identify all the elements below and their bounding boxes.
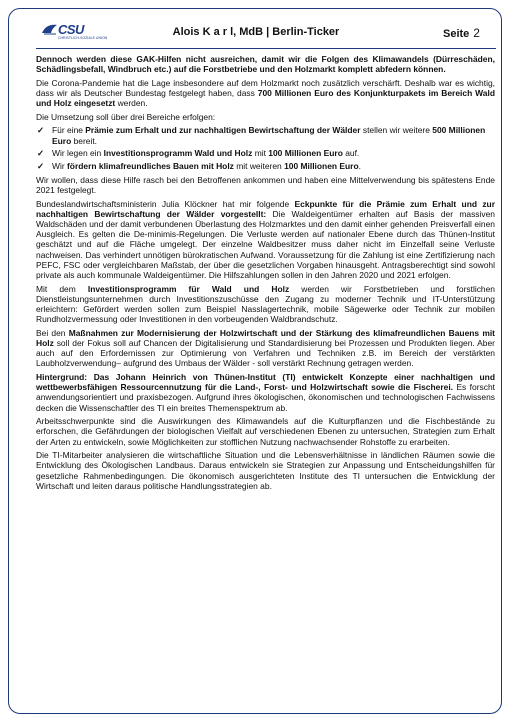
bold-text: 100 Millionen Euro (284, 161, 359, 172)
checkmark-icon: ✓ (37, 161, 45, 172)
bold-text: fördern klimafreundliches Bauen mit Holz (67, 161, 234, 172)
page-label: Seite (443, 28, 470, 40)
list-text: Wir legen ein (52, 148, 104, 159)
page-number: 2 (473, 26, 480, 40)
paragraph-text: Dennoch werden diese GAK-Hilfen nicht ausreichen, damit wir die Folgen des Klimawandels (Dürreschäden, Schädlingsbefall, Windbruch etc.) auf die Forstbetriebe und den Holzmarkt komplett abfedern können. (36, 54, 495, 75)
bold-text: 700 Millionen Euro des Konjunkturpakets im Bereich Wald und Holz eingesetzt (36, 88, 495, 109)
paragraph-corona (36, 78, 495, 109)
bold-text: Prämie zum Erhalt und zur nachhaltigen Bewirtschaftung der Wälder (85, 125, 361, 136)
page-number-label (443, 26, 480, 40)
bold-text: Eckpunkte für die Prämie zum Erhalt und zur nachhaltigen Bewirtschaftung der Wälder vorgestellt: (36, 198, 495, 219)
checkmark-icon: ✓ (37, 148, 45, 159)
paragraph-text: Die Corona-Pandemie hat die Lage insbesondere auf dem Holzmarkt noch zusätzlich verschärft. Deshalb war es wichtig, dass wir als Deutscher Bundestag festgelegt haben, dass (36, 77, 495, 98)
paragraph-gak-hilfen (36, 54, 495, 74)
paragraph-umsetzung: Die Umsetzung soll über drei Bereiche erfolgen: (36, 111, 216, 122)
list-text: . (358, 161, 361, 172)
bold-text: 500 Millionen Euro (52, 125, 486, 146)
bold-text: Maßnahmen zur Modernisierung der Holzwirtschaft und der Stärkung des klimafreundlichen Bauens mit Holz (36, 327, 495, 348)
measures-list (36, 125, 495, 171)
paragraph-modernisierung (36, 328, 495, 369)
paragraph-text: werden wir Forstbetrieben und forstlichen Dienstleistungsunternehmen durch Investitionszuschüsse den Zugang zu moderner Technik und IT-Unterstützung erleichtern: Gefördert werden sollen zum Beispiel Nasslagertechnik, mobile Sägewerke oder Technik zur mobilen Rundholzvermessung oder Investitionen in den vorbeugenden Waldbrandschutz. (36, 283, 495, 325)
paragraph-eckpunkte (36, 199, 495, 281)
header-divider (36, 48, 496, 49)
bold-text: Investitionsprogramm für Wald und Holz (87, 283, 290, 294)
list-text: stellen wir weitere (360, 125, 433, 136)
paragraph-text: Bundeslandwirtschaftsministerin Julia Klöckner hat mir folgende (36, 198, 295, 209)
logo-subtext: CHRISTLICH-SOZIALE UNION (58, 36, 108, 40)
paragraph-mittelverwendung: Wir wollen, dass diese Hilfe rasch bei den Betroffenen ankommen und haben eine Mittelverwendung bis spätestens Ende 2021 festgelegt. (36, 174, 495, 195)
paragraph-text: Die Waldeigentümer erhalten auf Basis der massiven Waldschäden und der damit verbundenen Überlastung des Holzmarktes und den damit einher gehenden Preisverfall einen Ausgleich. Es gelten die De-minimis-Regelungen. Die Verluste werden auf nationaler Ebene durch das Thünen-Institut geschätzt und auf die Fläche umgelegt. Der einzelne Waldbesitzer muss daher nicht im Einzelfall seine Verluste nachweisen. Das verhindert unnötigen bürokratischen Aufwand. Voraussetzung für die Zahlung ist eine Zertifizierung nach PEFC, FSC oder vergleichbaren Maßstab, der über die gesetzlichen Vorgaben hinausgeht. Antragsberechtigt sind sowohl private als auch kommunale Waldeigentümer. Die Hilfszahlungen sollen in den Jahren 2020 und 2021 erfolgen. (36, 208, 495, 280)
paragraph-text: Bei den (36, 327, 69, 338)
paragraph-text: werden. (115, 98, 148, 109)
paragraph-hintergrund (36, 372, 495, 413)
list-text: mit (252, 148, 269, 159)
list-text: mit weiteren (233, 161, 285, 172)
bold-text: Hintergrund: Das Johann Heinrich von Thünen-Institut (TI) entwickelt Konzepte einer nachhaltigen und wettbewerbsfähigen Ressourcennutzung für die Land-, Forst- und Holzwirtschaft sowie die Fischerei. (36, 372, 495, 393)
article-body (36, 54, 495, 494)
bold-text: 100 Millionen Euro (268, 148, 343, 159)
paragraph-text: soll der Fokus soll auf Chancen der Digitalisierung und Standardisierung bei Prozessen und Produkten liegen. Aber auch auf den Erfordernissen zur Optimierung von Verfahren und Techniken z.B. im Bereich der verstärkten Laubholzverwendung– aufgrund des Umbaus der Wälder - soll verstärkt Rechnung getragen werden. (36, 338, 495, 369)
list-text: auf. (342, 148, 360, 159)
logo-text: CSU (58, 22, 84, 37)
paragraph-text: Es forscht anwendungsorientiert und praxisbezogen. Aufgrund ihres ökologischen, ökonomischen und technologischen Fachwissens decken die Wissenschaftler des TI ein breites Themenspektrum ab. (36, 382, 495, 413)
page-header-title: Alois K a r l, MdB | Berlin-Ticker (172, 26, 340, 38)
list-text: bereit. (71, 135, 98, 146)
checkmark-icon: ✓ (37, 125, 45, 136)
list-text: Für eine (52, 125, 86, 136)
bold-text: Investitionsprogramm Wald und Holz (103, 148, 253, 159)
paragraph-ti-mitarbeiter: Die TI-Mitarbeiter analysieren die wirtschaftliche Situation und die Lebensverhältnisse in ländlichen Räumen sowie die Entwicklung des Ökologischen Landbaus. Daraus entwickeln sie Strategien zur Anpassung und Entscheidungshilfen für gesetzliche Rahmenbedingungen. Die ökonomisch ausgerichteten Institute des TI untersuchen die Entwicklung der Wirtschaft und leiten daraus politische Handlungsstrategien ab. (36, 450, 495, 491)
list-text: Wir (52, 161, 67, 172)
paragraph-text: Mit dem (36, 283, 88, 294)
list-item (36, 161, 495, 171)
paragraph-arbeitsschwerpunkte: Arbeitsschwerpunkte sind die Auswirkungen des Klimawandels auf die Kulturpflanzen und die Fischbestände zu erforschen, die Gefährdungen der biologischen Vielfalt auf verschiedenen Ebenen zu untersuchen, Strategien zum Erhalt der Arten zu entwickeln, sowie Möglichkeiten zur stofflichen Nutzung nachwachsender Rohstoffe zu erarbeiten. (36, 416, 495, 447)
paragraph-investitionsprogramm (36, 284, 495, 325)
list-item (36, 125, 495, 145)
list-item (36, 148, 495, 158)
